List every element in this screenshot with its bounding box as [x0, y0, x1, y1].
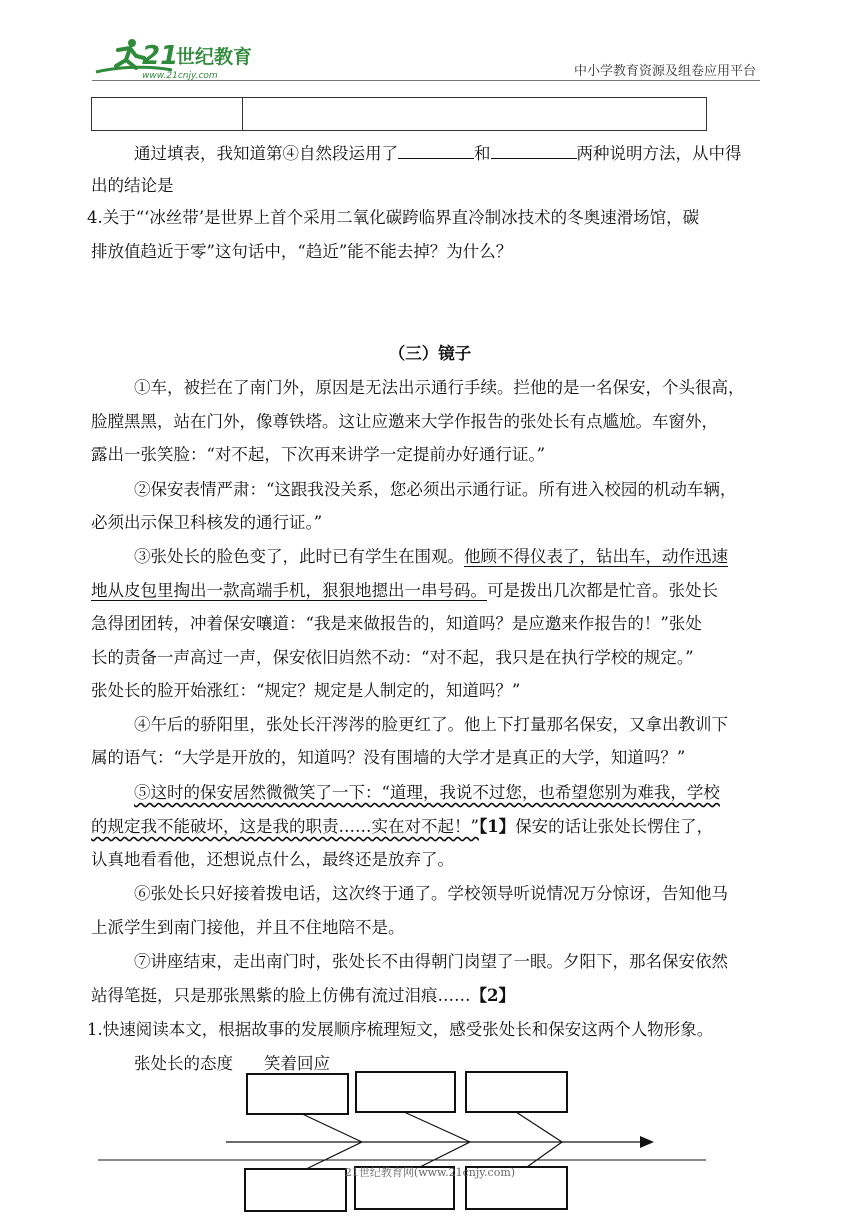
para-5-line-3: 认真地看看他，还想说点什么，最终还是放弃了。 — [91, 850, 454, 869]
para-3-line-4: 长的责备一声高过一声，保安依旧岿然不动：“对不起，我只是在执行学校的规定。” — [91, 648, 694, 667]
para-5-line-2 — [91, 815, 713, 839]
table-cell-divider — [242, 98, 243, 130]
article-title: （三）镜子 — [388, 344, 472, 363]
para-3-text: 可是拨出几次都是忙音。张处长 — [487, 581, 718, 600]
diagram-first-stage: 笑着回应 — [264, 1054, 330, 1073]
platform-name: 中小学教育资源及组卷应用平台 — [573, 64, 756, 79]
answer-box-upper-1[interactable] — [246, 1073, 349, 1115]
header-divider — [92, 80, 760, 81]
para-4-line-2: 属的语气：“大学是开放的，知道吗？没有围墙的大学才是真正的大学，知道吗？” — [91, 748, 686, 767]
diagram-label: 张处长的态度 — [134, 1054, 233, 1073]
answer-box-upper-2[interactable] — [355, 1071, 456, 1113]
para-7-line-2 — [91, 984, 515, 1008]
fill-blank-line-2: 出的结论是 — [91, 176, 174, 195]
para-1-line-3: 露出一张笑脸：“对不起，下次再来讲学一定提前办好通行证。” — [91, 445, 546, 464]
arrow-head-icon — [640, 1136, 654, 1148]
branch-line — [516, 1112, 562, 1142]
para-2-line-1: ②保安表情严肃：“这跟我没关系，您必须出示通行证。所有进入校园的机动车辆， — [134, 480, 737, 499]
para-2-line-2: 必须出示保卫科核发的通行证。” — [91, 513, 323, 532]
branch-line — [298, 1112, 362, 1142]
answer-box-upper-3[interactable] — [465, 1071, 568, 1113]
marker-2: 【2】 — [470, 986, 515, 1005]
para-3-text: ③张处长的脸色变了，此时已有学生在围观。 — [134, 547, 464, 566]
para-6-line-1: ⑥张处长只好接着拨电话，这次终于通了。学校领导听说情况万分惊讶，告知他马 — [134, 884, 728, 903]
para-1-line-1: ①车，被拦在了南门外，原因是无法出示通行手续。拦他的是一名保安，个头很高， — [134, 378, 745, 397]
table-row — [91, 97, 707, 131]
para-3-line-5: 张处长的脸开始涨红：“规定？规定是人制定的，知道吗？” — [91, 681, 521, 700]
fill-text-c: 两种说明方法，从中得 — [576, 144, 742, 163]
para-3-line-2 — [91, 579, 718, 603]
para-5-text: 保安的话让张处长愣住了， — [515, 817, 714, 836]
underlined-sentence: 他顾不得仪表了，钻出车，动作迅速 — [464, 547, 728, 566]
fill-text-a: 通过填表，我知道第④自然段运用了 — [134, 144, 398, 163]
para-4-line-1: ④午后的骄阳里，张处长汗涔涔的脸更红了。他上下打量那名保安，又拿出教训下 — [134, 715, 728, 734]
para-7-text: 站得笔挺，只是那张黑紫的脸上仿佛有流过泪痕…… — [91, 986, 471, 1005]
answer-blank-2[interactable] — [491, 141, 577, 159]
answer-blank-1[interactable] — [398, 141, 474, 159]
marker-1: 【1】 — [478, 817, 516, 836]
wavy-underlined-sentence: ⑤这时的保安居然微微笑了一下：“道理，我说不过您，也希望您别为难我，学校 — [134, 783, 720, 802]
footer-watermark: 21世纪教育网(www.21cnjy.com) — [344, 1166, 516, 1179]
fill-text-b: 和 — [474, 144, 491, 163]
question-4-line-2: 排放值趋近于零”这句话中，“趋近”能不能去掉？为什么？ — [91, 242, 513, 261]
fill-blank-line-1 — [134, 141, 742, 166]
para-3-line-1 — [134, 545, 728, 569]
logo-text: 世纪教育 — [176, 46, 253, 68]
para-5-line-1 — [134, 781, 720, 805]
underlined-sentence: 地从皮包里掏出一款高端手机，狠狠地摁出一串号码。 — [91, 581, 487, 600]
para-7-line-1: ⑦讲座结束，走出南门时，张处长不由得朝门岗望了一眼。夕阳下，那名保安依然 — [134, 952, 728, 971]
logo-url: www.21cnjy.com — [142, 71, 218, 81]
question-1: 1.快速阅读本文，根据故事的发展顺序梳理短文，感受张处长和保安这两个人物形象。 — [87, 1020, 714, 1039]
question-4-line-1: 4.关于“‘冰丝带’是世界上首个采用二氧化碳跨临界直冷制冰技术的冬奥速滑场馆，碳 — [87, 208, 700, 227]
para-6-line-2: 上派学生到南门接他，并且不住地陪不是。 — [91, 918, 405, 937]
wavy-underlined-sentence: 的规定我不能破坏，这是我的职责……实在对不起！” — [91, 817, 479, 836]
para-3-line-3: 急得团团转，冲着保安嚷道：“我是来做报告的，知道吗？是应邀来作报告的！”张处 — [91, 614, 702, 633]
site-logo — [92, 36, 262, 82]
branch-line — [404, 1112, 470, 1142]
logo-number: 21 — [142, 41, 179, 71]
para-1-line-2: 脸膛黑黑，站在门外，像尊铁塔。这让应邀来大学作报告的张处长有点尴尬。车窗外， — [91, 412, 718, 431]
